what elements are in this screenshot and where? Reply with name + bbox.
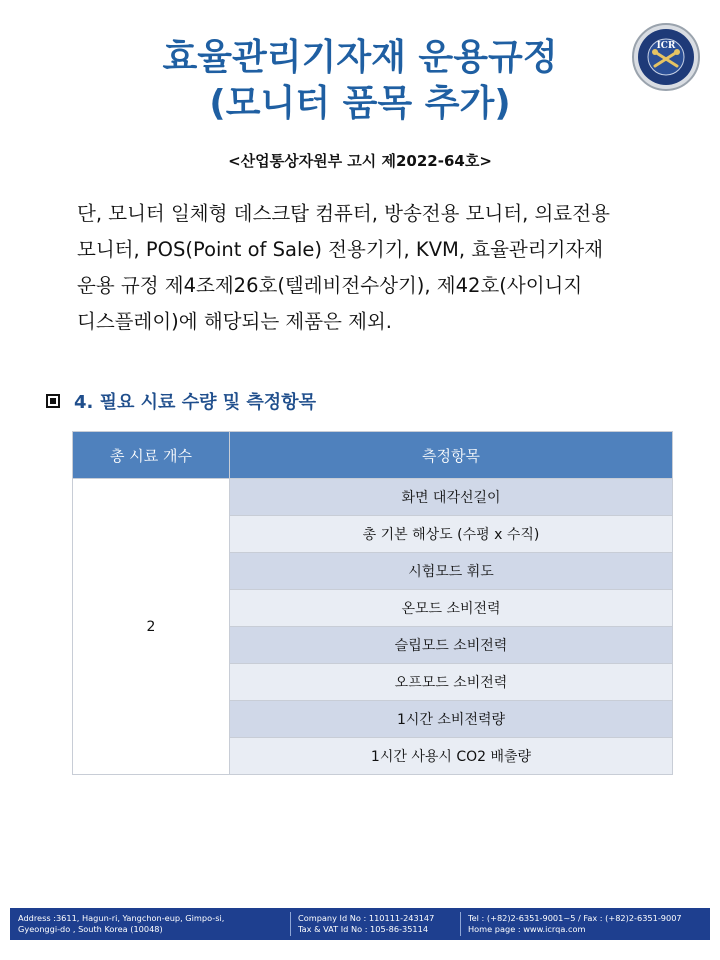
sample-count-cell: 2 bbox=[73, 479, 230, 775]
logo-text: ICR bbox=[656, 41, 676, 51]
footer-contact-line: Tel : (+82)2-6351-9001~5 / Fax : (+82)2-6351-9007 bbox=[468, 913, 682, 923]
paragraph-line: 모니터, POS(Point of Sale) 전용기기, KVM, 효율관리기자재 bbox=[77, 238, 604, 261]
paragraph-line: 운용 규정 제4조제26호(텔레비전수상기), 제42호(사이니지 bbox=[77, 274, 583, 297]
measurement-item: 오프모드 소비전력 bbox=[230, 664, 673, 701]
paragraph-line: 디스플레이)에 해당되는 제품은 제외. bbox=[77, 310, 392, 333]
footer-company-ids bbox=[298, 913, 458, 935]
page-footer bbox=[10, 908, 710, 940]
icr-logo bbox=[631, 22, 701, 92]
footer-address bbox=[18, 913, 288, 935]
measurement-item: 총 기본 해상도 (수평 x 수직) bbox=[230, 516, 673, 553]
measurement-item: 시험모드 휘도 bbox=[230, 553, 673, 590]
header-sample-count: 총 시료 개수 bbox=[73, 432, 230, 479]
footer-address-line: Gyeonggi-do , South Korea (10048) bbox=[18, 924, 163, 934]
notice-reference: <산업통상자원부 고시 제2022-64호> bbox=[228, 152, 492, 170]
measurement-item: 온모드 소비전력 bbox=[230, 590, 673, 627]
measurement-table bbox=[72, 431, 673, 775]
table-row bbox=[73, 479, 673, 516]
page-subtitle-line: (모니터 품목 추가) bbox=[209, 83, 511, 124]
header-measurement-items: 측정항목 bbox=[230, 432, 673, 479]
footer-contact bbox=[468, 913, 708, 935]
page-title: 효율관리기자재 운용규정 bbox=[162, 37, 558, 78]
footer-divider bbox=[290, 912, 291, 936]
measurement-item: 1시간 소비전력량 bbox=[230, 701, 673, 738]
measurement-item: 1시간 사용시 CO2 배출량 bbox=[230, 738, 673, 775]
footer-company-line: Tax & VAT Id No : 105-86-35114 bbox=[298, 924, 429, 934]
measurement-item: 슬립모드 소비전력 bbox=[230, 627, 673, 664]
exclusion-paragraph bbox=[77, 196, 687, 340]
footer-homepage-link[interactable]: Home page : www.icrqa.com bbox=[468, 924, 586, 934]
footer-divider bbox=[460, 912, 461, 936]
footer-company-line: Company Id No : 110111-243147 bbox=[298, 913, 435, 923]
square-bullet-icon bbox=[46, 394, 60, 408]
paragraph-line: 단, 모니터 일체형 데스크탑 컴퓨터, 방송전용 모니터, 의료전용 bbox=[77, 202, 610, 225]
measurement-item: 화면 대각선길이 bbox=[230, 479, 673, 516]
footer-address-line: Address :3611, Hagun-ri, Yangchon-eup, Gimpo-si, bbox=[18, 913, 225, 923]
section-title: 4. 필요 시료 수량 및 측정항목 bbox=[74, 392, 316, 413]
table-header-row bbox=[73, 432, 673, 479]
section-heading bbox=[46, 388, 316, 414]
